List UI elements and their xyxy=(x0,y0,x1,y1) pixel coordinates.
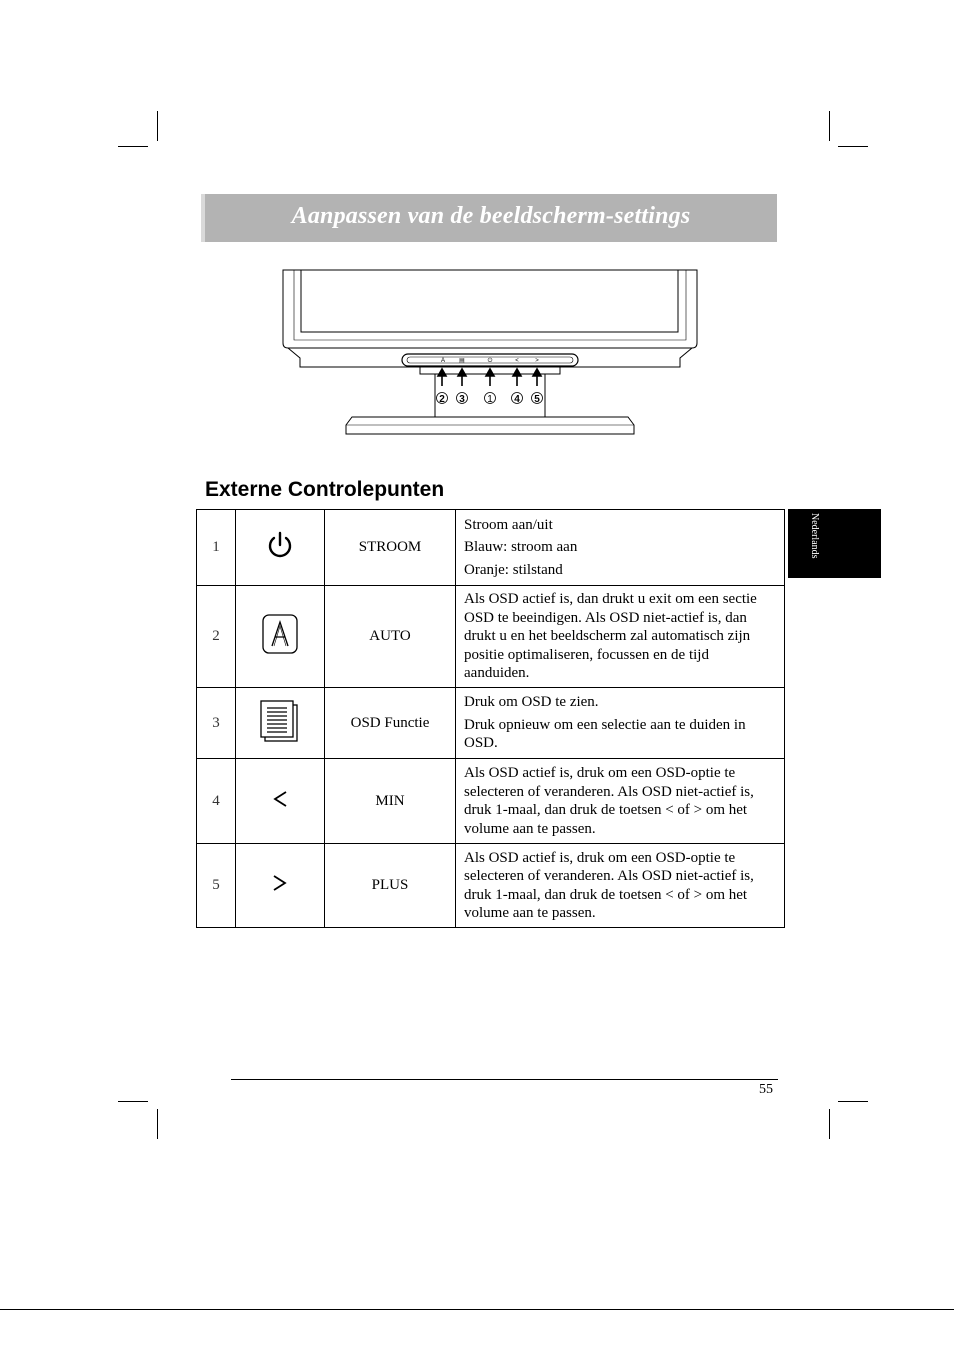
button-symbol: ⏻ xyxy=(487,357,493,364)
control-label: AUTO xyxy=(325,586,456,688)
callout-number: 1 xyxy=(487,394,493,405)
button-symbol: < xyxy=(515,358,519,364)
description-line: Oranje: stilstand xyxy=(464,561,563,578)
table-row xyxy=(197,586,785,688)
page-title: Aanpassen van de beeldscherm-settings xyxy=(291,203,691,229)
chevron-left-icon xyxy=(270,788,290,810)
button-symbol: ▤ xyxy=(459,357,465,364)
footer-rule xyxy=(231,1079,778,1080)
control-description xyxy=(456,844,785,928)
description-line: Als OSD actief is, druk om een OSD-optie te selecteren of veranderen. Als OSD niet-actief is, druk 1-maal, dan druk de toetsen < of > om het volume aan te passen. xyxy=(464,765,754,837)
page-number: 55 xyxy=(759,1082,773,1097)
monitor-front-diagram xyxy=(280,268,700,438)
crop-mark xyxy=(829,1109,830,1139)
button-symbol: > xyxy=(535,358,539,364)
crop-mark xyxy=(838,146,868,147)
crop-mark xyxy=(838,1101,868,1102)
description-line: Stroom aan/uit xyxy=(464,516,553,533)
control-label: MIN xyxy=(325,759,456,844)
control-description xyxy=(456,759,785,844)
table-row xyxy=(197,510,785,586)
controls-table xyxy=(196,509,785,928)
language-tab xyxy=(788,509,881,578)
crop-mark xyxy=(829,111,830,141)
crop-mark xyxy=(157,1109,158,1139)
icon-cell xyxy=(236,586,325,688)
button-symbol: A xyxy=(440,358,446,364)
row-number: 2 xyxy=(197,586,236,688)
description-line: Druk om OSD te zien. xyxy=(464,694,599,711)
table-row xyxy=(197,844,785,928)
page-edge-rule xyxy=(0,1309,954,1310)
callout-number: 3 xyxy=(459,394,465,405)
crop-mark xyxy=(118,146,148,147)
description-line: Druk opnieuw om een selectie aan te duiden in OSD. xyxy=(464,716,746,752)
callout-number: 4 xyxy=(514,394,520,405)
description-line: Als OSD actief is, druk om een OSD-optie te selecteren of veranderen. Als OSD niet-actief is, druk 1-maal, dan druk de toetsen < of > om het volume aan te passen. xyxy=(464,849,754,921)
row-number: 4 xyxy=(197,759,236,844)
control-label: STROOM xyxy=(325,510,456,586)
power-icon xyxy=(265,529,295,561)
callout-number: 2 xyxy=(439,394,445,405)
description-line: Als OSD actief is, dan drukt u exit om een sectie OSD te beeindigen. Als OSD niet-actief is, dan drukt u en het beeldscherm zal automatisch zijn positie optimaliseren, focussen en de tijd aanduiden. xyxy=(464,591,757,682)
table-row xyxy=(197,759,785,844)
crop-mark xyxy=(118,1101,148,1102)
control-label: PLUS xyxy=(325,844,456,928)
icon-cell xyxy=(236,510,325,586)
control-description xyxy=(456,586,785,688)
osd-menu-icon xyxy=(259,699,301,743)
icon-cell xyxy=(236,844,325,928)
crop-mark xyxy=(157,111,158,141)
row-number: 5 xyxy=(197,844,236,928)
description-line: Blauw: stroom aan xyxy=(464,539,578,556)
control-label: OSD Functie xyxy=(325,688,456,759)
chevron-right-icon xyxy=(270,872,290,894)
icon-cell xyxy=(236,759,325,844)
row-number: 1 xyxy=(197,510,236,586)
icon-cell xyxy=(236,688,325,759)
section-heading: Externe Controlepunten xyxy=(205,478,445,501)
auto-icon xyxy=(261,613,299,655)
callout-number: 5 xyxy=(534,394,540,405)
title-banner xyxy=(201,194,777,242)
control-description xyxy=(456,688,785,759)
row-number: 3 xyxy=(197,688,236,759)
language-tab-label: Nederlands xyxy=(809,513,820,559)
table-row xyxy=(197,688,785,759)
control-description xyxy=(456,510,785,586)
